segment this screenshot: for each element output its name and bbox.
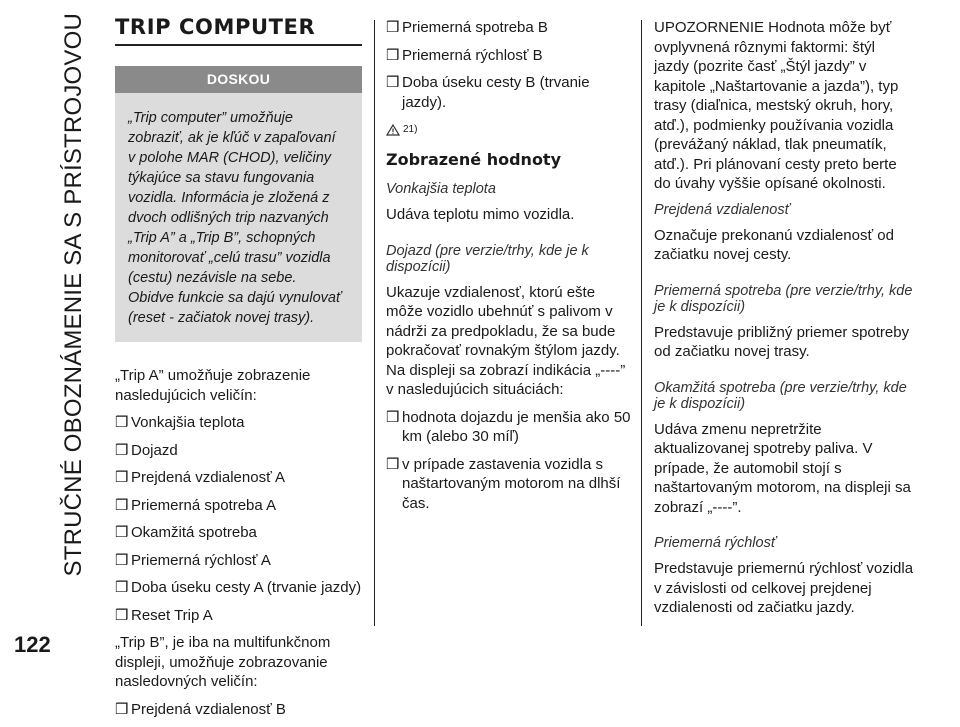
list-item: ❒ Dojazd [115, 441, 178, 459]
checkbox-bullet-icon: ❒ [115, 551, 129, 569]
distance-label: Prejdená vzdialenosť [654, 201, 790, 218]
list-item: ❒ Prejdená vzdialenosť B [115, 700, 286, 718]
inst-consumption-text: Udáva zmenu nepretržite aktualizovanej spotreby paliva. V prípade, že automobil stojí s naštartovaným motorom, na displeji sa zobrazí „----”. [654, 420, 911, 516]
list-item: ❒ Doba úseku cesty A (trvanie jazdy) [115, 579, 362, 596]
list-item: ❒ v prípade zastavenia vozidla s naštartovaným motorom na dlhší čas. [386, 455, 621, 512]
checkbox-bullet-icon: ❒ [115, 469, 129, 486]
page-number: 122 [14, 632, 51, 657]
warning-text: „Trip computer” umožňuje zobraziť, ak je kľúč v zapaľovaní v polohe MAR (CHOD), veličiny týkajúce sa stavu fungovania vozidla. Informácia je zložená z dvoch odlišných trip nazvaných „Trip A” a „Trip B”, schopných monitorovať „celú trasu” vozidla (cestu) nezávisle na sebe. Obidve funkcie sa dajú vynulovať (reset - začiatok novej trasy). [128, 110, 342, 326]
checkbox-bullet-icon: ❒ [115, 414, 129, 431]
list-item: ❒ Okamžitá spotreba [115, 524, 257, 541]
range-label: Dojazd (pre verzie/trhy, kde je k dispozícii) [386, 242, 589, 275]
outside-temp-label: Vonkajšia teplota [386, 181, 496, 197]
outside-temp-text: Udáva teplotu mimo vozidla. [386, 206, 575, 223]
chapter-side-title-text: STRUČNÉ OBOZNÁMENIE SA S PRÍSTROJOVOU [60, 13, 87, 577]
note-reference [386, 120, 631, 140]
section-title: TRIP COMPUTER [115, 18, 362, 46]
avg-consumption-text: Predstavuje približný priemer spotreby od začiatku novej trasy. [654, 323, 910, 360]
range-text: Ukazuje vzdialenosť, ktorú ešte môže vozidlo ubehnúť s palivom v nádrži za predpokladu, že sa bude pokračovať rovnakým štýlom jazdy. Na displeji sa zobrazí indikácia „----” v nasledujúcich situáciách: [386, 283, 626, 398]
checkbox-bullet-icon: ❒ [386, 19, 400, 36]
column-2 [386, 18, 631, 521]
list-item: ❒ Priemerná spotreba B [386, 19, 548, 36]
column-divider-1 [374, 20, 375, 626]
checkbox-bullet-icon: ❒ [115, 700, 129, 718]
column-divider-2 [641, 20, 642, 626]
subsection-title: Zobrazené hodnoty [386, 149, 562, 169]
distance-text: Označuje prekonanú vzdialenosť od začiatku novej cesty. [654, 226, 894, 263]
inst-consumption-label: Okamžitá spotreba (pre verzie/trhy, kde je k dispozícii) [654, 379, 907, 412]
trip-b-intro: „Trip B”, je iba na multifunkčnom displeji, umožňuje zobrazovanie nasledovných veličín: [115, 634, 331, 690]
avg-speed-label: Priemerná rýchlosť [654, 535, 776, 551]
note-reference-number: 21) [403, 124, 418, 135]
avg-speed-text: Predstavuje priemernú rýchlosť vozidla v závislosti od celkovej prejdenej vzdialenosti od začiatku jazdy. [654, 560, 914, 616]
warning-heading: DOSKOU [115, 66, 362, 94]
chapter-side-title [62, 0, 86, 590]
list-item: ❒ Priemerná spotreba A [115, 496, 277, 514]
checkbox-bullet-icon: ❒ [386, 46, 400, 64]
column-1 [115, 15, 362, 727]
checkbox-bullet-icon: ❒ [115, 606, 129, 624]
checkbox-bullet-icon: ❒ [115, 496, 129, 514]
checkbox-bullet-icon: ❒ [386, 455, 400, 473]
list-item: ❒ hodnota dojazdu je menšia ako 50 km (alebo 30 míľ) [386, 408, 631, 445]
avg-consumption-label: Priemerná spotreba (pre verzie/trhy, kde je k dispozícii) [654, 282, 913, 315]
notice-text: UPOZORNENIE Hodnota môže byť ovplyvnená rôznymi faktormi: štýl jazdy (pozrite časť „Štýl jazdy” v kapitole „Naštartovanie a jazda”), typ trasy (diaľnica, mestský okruh, hory, atď.), podmienky používania vozidla (prevážaný náklad, tlak pneumatík, atď.). Pri plánovaní cesty preto berte do úvahy vyššie opísané okolnosti. [654, 19, 899, 192]
checkbox-bullet-icon: ❒ [115, 524, 129, 541]
list-item: ❒ Vonkajšia teplota [115, 414, 245, 431]
warning-triangle-icon [386, 124, 400, 136]
list-item: ❒ Reset Trip A [115, 606, 213, 624]
list-item: ❒ Priemerná rýchlosť A [115, 551, 271, 569]
column-3 [654, 18, 914, 626]
checkbox-bullet-icon: ❒ [115, 579, 129, 596]
warning-box [115, 66, 362, 343]
checkbox-bullet-icon: ❒ [115, 441, 129, 459]
list-item: ❒ Priemerná rýchlosť B [386, 46, 543, 64]
checkbox-bullet-icon: ❒ [386, 408, 400, 426]
checkbox-bullet-icon: ❒ [386, 74, 400, 91]
list-item: ❒ Prejdená vzdialenosť A [115, 469, 286, 486]
trip-a-list [115, 413, 362, 625]
list-item: ❒ Doba úseku cesty B (trvanie jazdy). [386, 74, 590, 111]
trip-a-intro: „Trip A” umožňuje zobrazenie nasledujúcich veličín: [115, 367, 311, 404]
